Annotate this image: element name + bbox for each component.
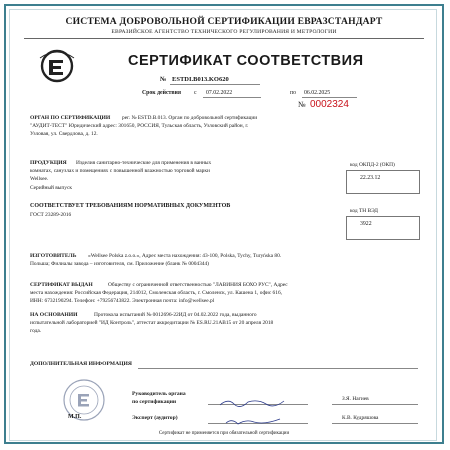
serial-prefix: № — [298, 100, 306, 109]
certificate-sheet — [9, 9, 437, 441]
signature-scribble-icon — [218, 397, 288, 407]
head-label-line-1: Руководитель органа — [132, 391, 186, 397]
product-label: ПРОДУКЦИЯ — [30, 160, 67, 166]
head-name: З.Я. Нагиев — [342, 396, 369, 402]
expert-name-line — [332, 423, 418, 424]
serial-number: 0002324 — [310, 99, 349, 110]
basis-line-3: года. — [30, 328, 42, 334]
expert-label: Эксперт (аудитор) — [132, 415, 178, 421]
product-line-1: Изделия санитарно-технические для применения в ванных — [76, 160, 212, 166]
number-underline — [170, 84, 260, 85]
manufacturer-line-2: Польша; Филиалы завода – изготовителя, см. Приложение (бланк № 0004344) — [30, 261, 209, 267]
date-from: 07.02.2022 — [206, 90, 233, 96]
body-org-line-2: "АУДИТ-ТЕСТ" Юридический адрес: 301650, РОССИЯ, Тульская область, Узловский район, г. — [30, 123, 249, 129]
number-label: № — [160, 76, 167, 83]
issued-line-1: Обществу с ограниченной ответственностью "ЛАВИНИЯ БОХО РУС", Адрес — [108, 282, 288, 288]
head-signature — [218, 394, 288, 404]
agency-title: ЕВРАЗИЙСКОЕ АГЕНТСТВО ТЕХНИЧЕСКОГО РЕГУЛИРОВАНИЯ И МЕТРОЛОГИИ — [111, 29, 337, 35]
tnved-value: 3922 — [360, 221, 372, 227]
product-line-3: Wellsee. — [30, 176, 49, 182]
basis-label: НА ОСНОВАНИИ — [30, 312, 78, 318]
validity-label: Срок действия — [142, 90, 181, 96]
additional-info-line — [138, 368, 418, 369]
okpd-label: код ОКПД-2 (ОКП) — [350, 162, 395, 168]
signature-scribble-icon — [224, 416, 284, 426]
conformity-standard: ГОСТ 23289-2016 — [30, 212, 72, 218]
date-from-underline — [203, 97, 261, 98]
okpd-box — [346, 170, 420, 194]
date-to-underline — [302, 97, 357, 98]
expert-signature — [224, 413, 284, 423]
serial-production-note: Серийный выпуск — [30, 185, 73, 191]
tnved-label: код ТН ВЭД — [350, 208, 378, 214]
basis-line-2: испытательной лабораторией "ИД Контроль", аттестат аккредитации № ES.RU.21AB15 от 20 апреля 2018 — [30, 320, 274, 326]
issued-line-3: ИНН: 6732190294. Телефон: +79256743822. Электронная почта: info@wellsee.pl — [30, 298, 215, 304]
basis-line-1: Протокола испытаний № 0012696-22ИД от 04.02.2022 года, выданного — [94, 312, 257, 318]
head-label-line-2: по сертификации — [132, 399, 177, 405]
head-name-line — [332, 404, 418, 405]
from-label: с — [194, 90, 197, 96]
okpd-value: 22.23.12 — [360, 175, 381, 181]
body-org-line-1: рег. № ESTD.B.013. Орган по добровольной сертификации — [122, 115, 258, 121]
body-org-line-3: Узловая, ул. Свердлова, д. 12. — [30, 131, 98, 137]
to-label: по — [290, 90, 297, 96]
tnved-box — [346, 216, 420, 240]
manufacturer-label: ИЗГОТОВИТЕЛЬ — [30, 253, 77, 259]
eurasian-logo — [36, 44, 78, 86]
issued-label: СЕРТИФИКАТ ВЫДАН — [30, 282, 93, 288]
logo-emblem-icon — [36, 44, 78, 86]
manufacturer-line-1: «Wellsee Polska z.o.o.», Адрес места нахождения: 43-100, Polska, Tychy, Turyńska 80. — [88, 253, 282, 259]
issued-line-2: места нахождения: Российская Федерация, 214012, Смоленская область, г. Смоленск, ул. Кашена 1, офис 616, — [30, 290, 282, 296]
body-org-label: ОРГАН ПО СЕРТИФИКАЦИИ — [30, 115, 111, 121]
product-line-2: комнатах, санузлах и помещениях с повышенной влажностью торговой марки — [30, 168, 210, 174]
footer-note: Сертификат не применяется при обязательной сертификации — [158, 431, 290, 436]
expert-name: К.В. Кудряшова — [342, 415, 379, 421]
date-to: 06.02.2025 — [304, 90, 331, 96]
certificate-title: СЕРТИФИКАТ СООТВЕТСТВИЯ — [128, 53, 364, 69]
certificate-number: ESTDI.B013.KO620 — [172, 76, 229, 83]
header-divider — [24, 38, 424, 39]
additional-info-label: ДОПОЛНИТЕЛЬНАЯ ИНФОРМАЦИЯ — [30, 361, 132, 367]
conformity-label: СООТВЕТСТВУЕТ ТРЕБОВАНИЯМ НОРМАТИВНЫХ ДОКУМЕНТОВ — [30, 203, 231, 209]
system-title: СИСТЕМА ДОБРОВОЛЬНОЙ СЕРТИФИКАЦИИ ЕВРАЗСТАНДАРТ — [65, 16, 383, 27]
stamp-label: М.П. — [68, 414, 82, 420]
